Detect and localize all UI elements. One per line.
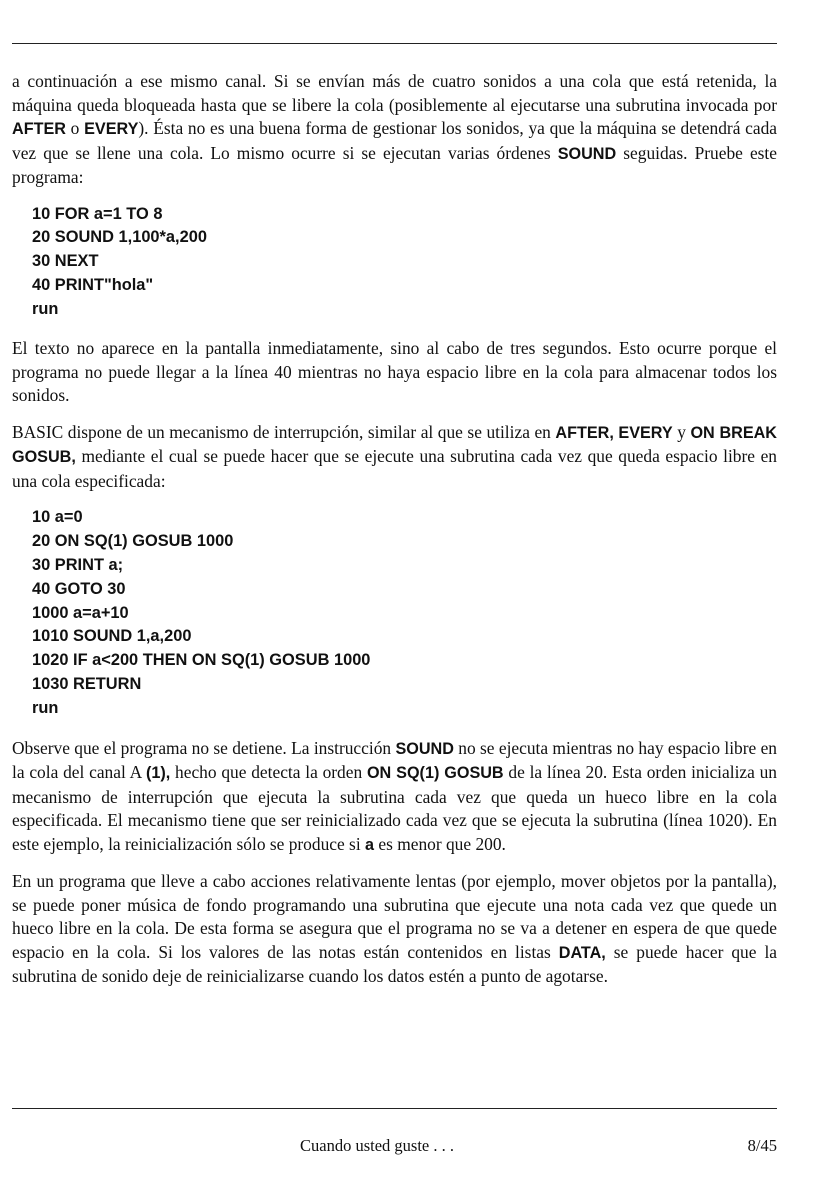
- code-line: run: [32, 299, 59, 318]
- code-line: run: [32, 698, 59, 717]
- code-line: 20 ON SQ(1) GOSUB 1000: [32, 532, 234, 551]
- paragraph-1: a continuación a ese mismo canal. Si se envían más de cuatro sonidos a una cola que está retenida, la máquina queda bloqueada hasta que se libere la cola (posiblemente al ejecutarse una subrutina invocada por AFTER o EVERY). Ésta no es una buena forma de gestionar los sonidos, ya que la máquina se detendrá cada vez que se llene una cola. Lo mismo ocurre si se ejecutan varias órdenes SOUND seguidas. Pruebe este programa:: [12, 71, 777, 187]
- code-line: 40 PRINT"hola": [32, 275, 154, 294]
- code-line: 1010 SOUND 1,a,200: [32, 627, 192, 646]
- page-body: [12, 70, 777, 1002]
- code-line: 10 FOR a=1 TO 8: [32, 204, 163, 223]
- code-line: 20 SOUND 1,100*a,200: [32, 228, 207, 247]
- page-number: 8/45: [747, 1136, 777, 1155]
- code-listing-2: [32, 506, 777, 720]
- code-line: 1030 RETURN: [32, 675, 142, 694]
- code-line: 1000 a=a+10: [32, 603, 129, 622]
- code-line: 30 NEXT: [32, 252, 99, 271]
- code-line: 10 a=0: [32, 508, 83, 527]
- paragraph-3: BASIC dispone de un mecanismo de interrupción, similar al que se utiliza en AFTER, EVERY y ON BREAK GOSUB, mediante el cual se puede hacer que se ejecute una subrutina cada vez que queda espacio libre en una cola especificada:: [12, 421, 777, 491]
- paragraph-4: Observe que el programa no se detiene. La instrucción SOUND no se ejecuta mientras no hay espacio libre en la cola del canal A (1), hecho que detecta la orden ON SQ(1) GOSUB de la línea 20. Esta orden inicializa un mecanismo de interrupción que ejecuta la subrutina cada vez que queda un hueco libre en la cola especificada. El mecanismo tiene que ser reinicializado cada vez que se ejecuta la subrutina (línea 1020). En este ejemplo, la reinicialización sólo se produce si a es menor que 200.: [12, 737, 778, 854]
- footer-rule: [12, 1108, 777, 1109]
- code-line: 30 PRINT a;: [32, 556, 124, 575]
- paragraph-2: El texto no aparece en la pantalla inmediatamente, sino al cabo de tres segundos. Esto ocurre porque el programa no puede llegar a la línea 40 mientras no haya espacio libre en la cola para almacenar todos los sonidos.: [12, 338, 777, 406]
- header-rule: [12, 43, 777, 44]
- code-line: 1020 IF a<200 THEN ON SQ(1) GOSUB 1000: [32, 651, 371, 670]
- code-listing-1: [32, 203, 777, 322]
- code-line: 40 GOTO 30: [32, 579, 126, 598]
- footer-title: Cuando usted guste . . .: [300, 1136, 454, 1155]
- paragraph-5: En un programa que lleve a cabo acciones relativamente lentas (por ejemplo, mover objetos por la pantalla), se puede poner música de fondo programando una subrutina que ejecute una nota cada vez que quede un hueco libre en la cola. De esta forma se asegura que el programa no se va a detener en espera de que quede espacio en la cola. Si los valores de las notas están contenidos en listas DATA, se puede hacer que la subrutina de sonido deje de reinicializarse cuando los datos estén a punto de agotarse.: [12, 871, 777, 987]
